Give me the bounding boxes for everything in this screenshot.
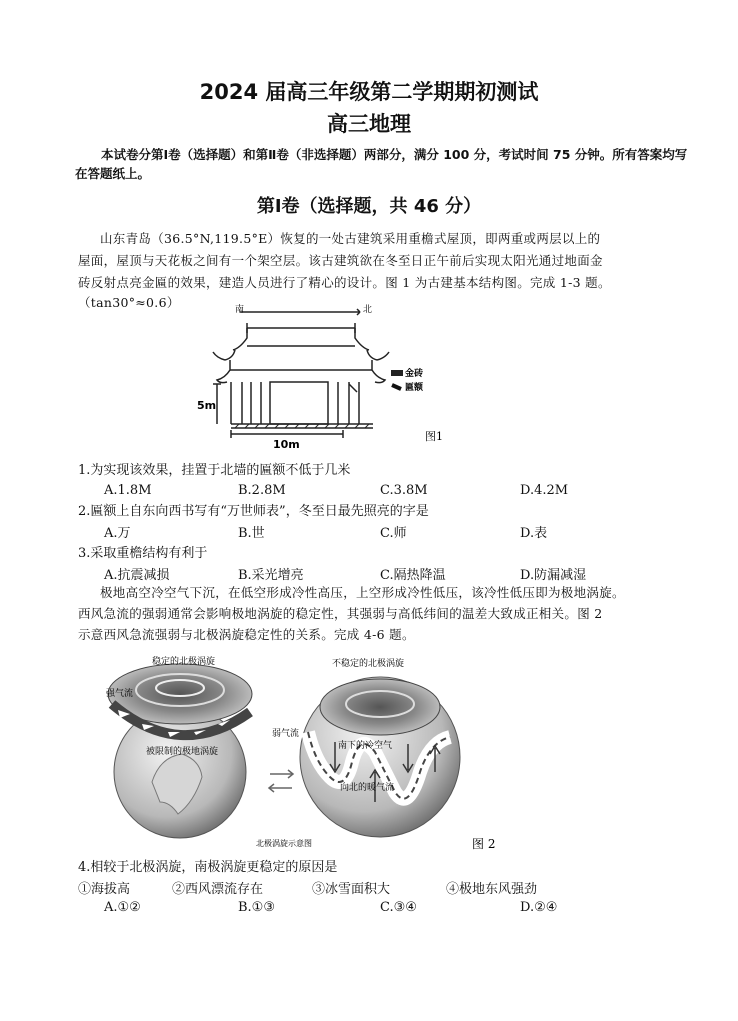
weak-flow-label: 弱气流 [272, 729, 300, 739]
limited-vortex-label: 被限制的极地涡旋 [146, 747, 219, 757]
q4-option-d[interactable]: D.②④ [520, 900, 558, 915]
q4-item-1: ①海拔高 [78, 882, 131, 897]
figure2-polar-vortex-diagram [90, 652, 510, 852]
q4-item-2: ②西风漂流存在 [172, 882, 264, 897]
width-label: 10m [273, 438, 300, 451]
q3-option-b[interactable]: B.采光增亮 [238, 568, 304, 583]
figure1-north-label: 北 [363, 305, 373, 315]
figure2-caption: 图 2 [472, 837, 496, 851]
passage1-line2: 屋面，屋顶与天花板之间有一个架空层。该古建筑欲在冬至日正午前后实现太阳光通过地面金 [78, 253, 603, 268]
comparison-arrows-icon [269, 770, 293, 792]
strong-flow-label: 强气流 [106, 689, 134, 699]
warm-air-label: 向北的暖气流 [340, 783, 395, 793]
plaque-legend-icon [392, 385, 401, 389]
q4-item-3: ③冰雪面积大 [312, 882, 391, 897]
q3-option-a[interactable]: A.抗震减损 [104, 568, 170, 583]
exam-instructions: 本试卷分第Ⅰ卷（选择题）和第Ⅱ卷（非选择题）两部分，满分 100 分，考试时间 75 分钟。所有答案均写在答题纸上。 [75, 147, 688, 181]
subject-title: 高三地理 [327, 112, 411, 136]
diagram-caption: 北极涡旋示意图 [256, 839, 312, 848]
passage1-line4: （tan30°≈0.6） [78, 295, 180, 310]
figure1-south-label: 南 [235, 305, 245, 315]
unstable-vortex-label: 不稳定的北极涡旋 [332, 659, 405, 669]
q2-option-c[interactable]: C.师 [380, 526, 407, 541]
q1-option-c[interactable]: C.3.8M [380, 483, 428, 498]
cold-air-label: 南下的冷空气 [338, 741, 393, 751]
stable-vortex-label: 稳定的北极涡旋 [152, 657, 216, 667]
q3-option-d[interactable]: D.防漏减湿 [520, 568, 587, 583]
question3-stem: 3.采取重檐结构有利于 [78, 546, 208, 561]
brick-legend-icon [391, 370, 403, 376]
q4-option-c[interactable]: C.③④ [380, 900, 417, 915]
q3-option-c[interactable]: C.隔热降温 [380, 568, 446, 583]
figure1-building-diagram [195, 300, 465, 460]
height-label: 5m [197, 399, 217, 412]
unstable-vortex-globe [300, 677, 460, 837]
passage2-line1: 极地高空冷空气下沉，在低空形成冷性高压，上空形成冷性低压，该冷性低压即为极地涡旋。 [100, 585, 625, 600]
passage2-line2: 西风急流的强弱通常会影响极地涡旋的稳定性，其强弱与高低纬间的温差大致成正相关。图 2 [78, 606, 603, 621]
passage1-line3: 砖反射点亮金匾的效果，建造人员进行了精心的设计。图 1 为古建基本结构图。完成 1-3 题。 [78, 275, 611, 290]
passage2-line3: 示意西风急流强弱与北极涡旋稳定性的关系。完成 4-6 题。 [78, 627, 415, 642]
q2-option-a[interactable]: A.万 [104, 526, 131, 541]
q4-option-a[interactable]: A.①② [104, 900, 141, 915]
question2-stem: 2.匾额上自东向西书写有“万世师表”，冬至日最先照亮的字是 [78, 504, 429, 519]
q2-option-d[interactable]: D.表 [520, 526, 548, 541]
question1-stem: 1.为实现该效果，挂置于北墙的匾额不低于几米 [78, 463, 351, 478]
plaque-legend-label: 匾额 [405, 383, 424, 393]
exam-title: 2024 届高三年级第二学期期初测试 [199, 80, 539, 104]
q1-option-a[interactable]: A.1.8M [104, 483, 152, 498]
section-title: 第Ⅰ卷（选择题，共 46 分） [256, 196, 482, 217]
q2-option-b[interactable]: B.世 [238, 526, 265, 541]
q4-item-4: ④极地东风强劲 [446, 882, 538, 897]
brick-legend-label: 金砖 [405, 369, 424, 379]
q4-option-b[interactable]: B.①③ [238, 900, 275, 915]
figure1-caption: 图1 [425, 430, 443, 443]
question4-stem: 4.相较于北极涡旋，南极涡旋更稳定的原因是 [78, 860, 338, 875]
q1-option-b[interactable]: B.2.8M [238, 483, 286, 498]
q1-option-d[interactable]: D.4.2M [520, 483, 569, 498]
passage1-line1: 山东青岛（36.5°N,119.5°E）恢复的一处古建筑采用重檐式屋顶，即两重或两层以上的 [100, 231, 601, 246]
